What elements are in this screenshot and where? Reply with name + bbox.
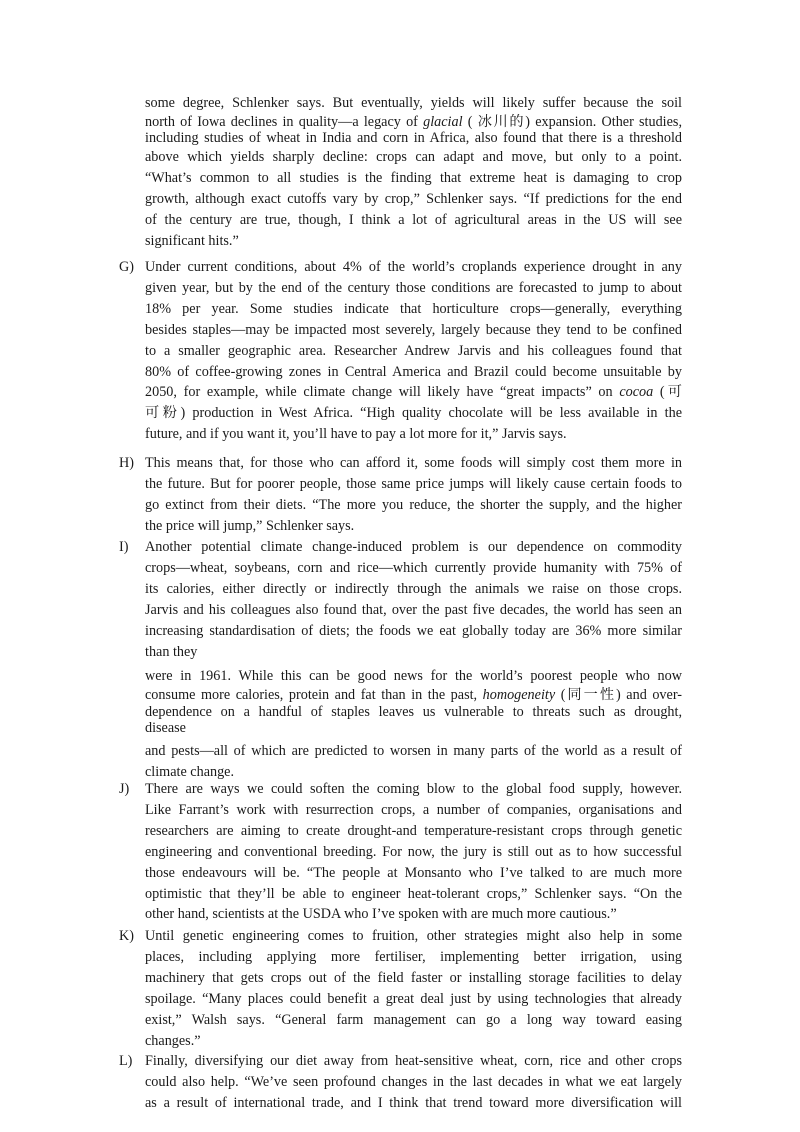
text-line: the price will jump,” Schlenker says. bbox=[145, 517, 355, 534]
text-line: its calories, either directly or indirectly through the animals we raise on those crops. bbox=[145, 580, 682, 597]
text-line: dependence on a handful of staples leaves us vulnerable to threats such as drought, bbox=[145, 703, 682, 720]
text-line: 80% of coffee-growing zones in Central America and Brazil could become unsuitable by bbox=[145, 363, 682, 380]
paragraph-continuation bbox=[119, 93, 682, 251]
text-line: Until genetic engineering comes to fruition, other strategies might also help in some bbox=[145, 928, 682, 944]
text-line: climate change. bbox=[145, 763, 235, 780]
paragraph-label: J) bbox=[119, 781, 130, 797]
paragraph-label: L) bbox=[119, 1053, 133, 1069]
text-line: other hand, scientists at the USDA who I’ve spoken with are much more cautious.” bbox=[145, 906, 617, 923]
text-line: 2050, for example, while climate change will likely have “great impacts” on cocoa (可 bbox=[145, 384, 682, 401]
paragraph-i bbox=[119, 537, 682, 783]
text-line: Like Farrant’s work with resurrection crops, a number of companies, organisations and bbox=[145, 801, 682, 818]
paragraph-label: G) bbox=[119, 259, 134, 275]
text-line: including studies of wheat in India and corn in Africa, also found that there is a threshold bbox=[145, 130, 682, 147]
text-line: consume more calories, protein and fat than in the past, homogeneity (同一性) and over- bbox=[145, 687, 682, 704]
text-line: 可粉) production in West Africa. “High quality chocolate will be less available in the bbox=[145, 405, 682, 422]
text-line: were in 1961. While this can be good news for the world’s poorest people who now bbox=[145, 668, 682, 685]
paragraph-j bbox=[119, 779, 682, 925]
paragraph-h bbox=[119, 453, 682, 537]
paragraph-g bbox=[119, 257, 682, 445]
text-line: besides staples—may be impacted most severely, largely because they tend to be confined bbox=[145, 321, 682, 338]
text-line: changes.” bbox=[145, 1032, 201, 1049]
text-line: Under current conditions, about 4% of the world’s croplands experience drought in any bbox=[145, 259, 682, 275]
text-line: could also help. “We’ve seen profound changes in the last decades in what we eat largely bbox=[145, 1073, 682, 1090]
text-line: This means that, for those who can afford it, some foods will simply cost them more in bbox=[145, 455, 682, 471]
text-line: to a smaller geographic area. Researcher Andrew Jarvis and his colleagues found that bbox=[145, 342, 682, 359]
text-line: north of Iowa declines in quality—a legacy of glacial ( 冰川的) expansion. Other studies, bbox=[145, 113, 682, 130]
text-line: spoilage. “Many places could benefit a great deal just by using technologies that already bbox=[145, 990, 682, 1007]
text-line: than they bbox=[145, 643, 198, 660]
text-line: those endeavours will be. “The people at Monsanto who I’ve talked to are much more bbox=[145, 864, 682, 881]
text-line: of the century are true, though, I think a lot of agricultural areas in the US will see bbox=[145, 211, 682, 228]
text-line: disease bbox=[145, 720, 186, 737]
text-line: engineering and conventional breeding. For now, the jury is still out as to how successful bbox=[145, 843, 682, 860]
text-line: Finally, diversifying our diet away from heat-sensitive wheat, corn, rice and other crops bbox=[145, 1053, 682, 1069]
text-line: future, and if you want it, you’ll have to pay a lot more for it,” Jarvis says. bbox=[145, 426, 567, 443]
text-line: growth, although exact cutoffs vary by crop,” Schlenker says. “If predictions for the end bbox=[145, 190, 682, 207]
text-line: go extinct from their diets. “The more you reduce, the shorter the supply, and the higher bbox=[145, 496, 682, 513]
text-line: optimistic that they’ll be able to engineer heat-tolerant crops,” Schlenker says. “On the bbox=[145, 885, 682, 902]
text-line: “What’s common to all studies is the finding that extreme heat is damaging to crop bbox=[145, 169, 682, 186]
text-line: machinery that gets crops out of the field faster or installing storage facilities to delay bbox=[145, 969, 682, 986]
text-line: researchers are aiming to create drought-and temperature-resistant crops through genetic bbox=[145, 822, 682, 839]
text-line: given year, but by the end of the century those conditions are forecasted to jump to about bbox=[145, 279, 682, 296]
text-line: There are ways we could soften the coming blow to the global food supply, however. bbox=[145, 781, 682, 797]
paragraph-label: I) bbox=[119, 539, 129, 555]
paragraph-label: K) bbox=[119, 928, 134, 944]
paragraph-label: H) bbox=[119, 455, 134, 471]
text-line: crops—wheat, soybeans, corn and rice—which currently provide humanity with 75% of bbox=[145, 559, 682, 576]
text-line: 18% per year. Some studies indicate that horticulture crops—generally, everything bbox=[145, 300, 682, 317]
text-line: as a result of international trade, and I think that trend toward more diversification will bbox=[145, 1094, 682, 1111]
text-line: increasing standardisation of diets; the foods we eat globally today are 36% more similar bbox=[145, 622, 682, 639]
paragraph-k bbox=[119, 926, 682, 1051]
text-line: Another potential climate change-induced problem is our dependence on commodity bbox=[145, 539, 682, 555]
text-line: above which yields sharply decline: crops can adapt and move, but only to a point. bbox=[145, 148, 682, 165]
text-line: significant hits.” bbox=[145, 232, 239, 249]
paragraph-l bbox=[119, 1051, 682, 1114]
text-line: places, including applying more fertiliser, implementing better irrigation, using bbox=[145, 948, 682, 965]
text-line: some degree, Schlenker says. But eventually, yields will likely suffer because the soil bbox=[145, 95, 682, 111]
text-line: Jarvis and his colleagues also found that, over the past five decades, the world has seen an bbox=[145, 601, 682, 618]
text-line: and pests—all of which are predicted to worsen in many parts of the world as a result of bbox=[145, 742, 682, 759]
text-line: exist,” Walsh says. “General farm management can go a long way toward easing bbox=[145, 1011, 682, 1028]
text-line: the future. But for poorer people, those same price jumps will likely cause certain foods to bbox=[145, 475, 682, 492]
